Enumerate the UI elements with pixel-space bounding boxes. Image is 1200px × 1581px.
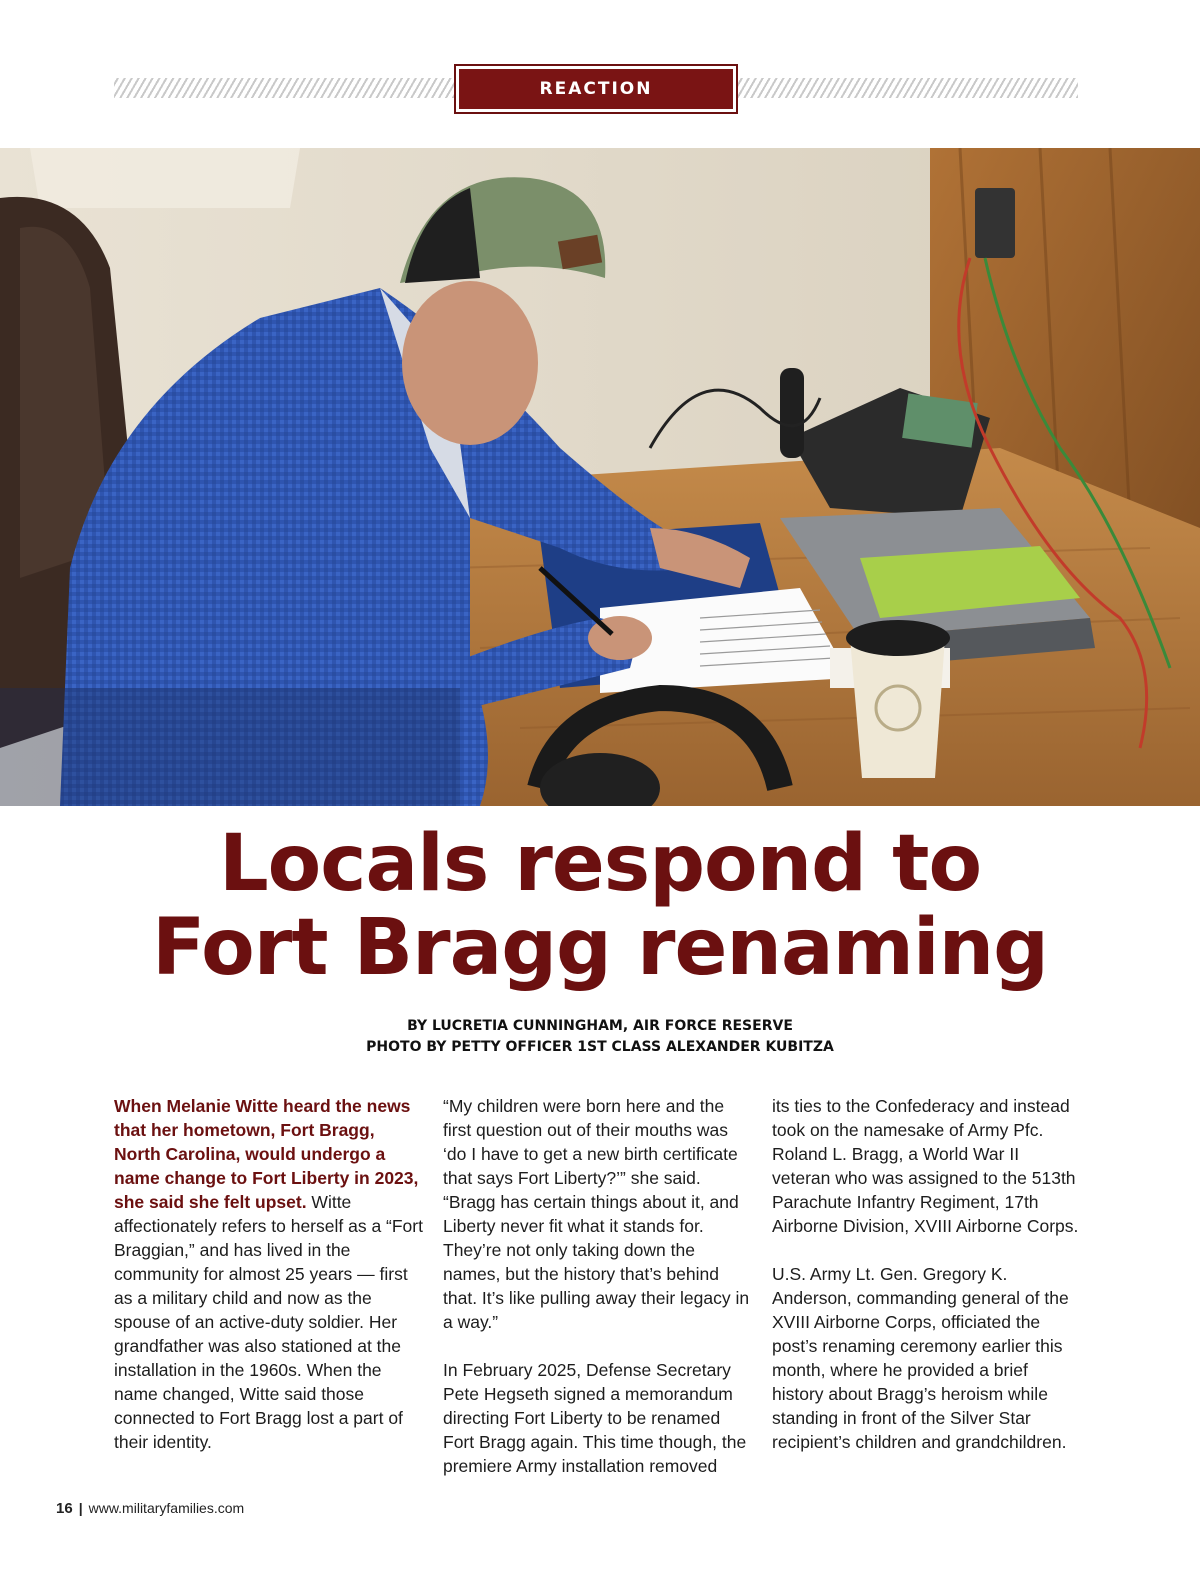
byline: BY LUCRETIA CUNNINGHAM, AIR FORCE RESERVE (407, 1018, 793, 1034)
page-footer (56, 1500, 244, 1517)
photo-credit: PHOTO BY PETTY OFFICER 1ST CLASS ALEXANDER KUBITZA (366, 1039, 834, 1055)
body-paragraph: U.S. Army Lt. Gen. Gregory K. Anderson, commanding general of the XVIII Airborne Corps, officiated the post’s renaming ceremony earlier this month, where he provided a brief history about Bragg’s heroism while standing in front of the Silver Star recipient’s children and grandchildren. (772, 1264, 1069, 1452)
headline-line-2: Fort Bragg renaming (152, 903, 1048, 993)
body-column-2 (443, 1094, 753, 1502)
body-paragraph: In February 2025, Defense Secretary Pete Hegseth signed a memorandum directing Fort Liberty to be renamed Fort Bragg again. This time though, the premiere Army installation removed (443, 1360, 747, 1476)
byline-block (0, 1016, 1200, 1058)
lead-text: When Melanie Witte heard the news that her hometown, Fort Bragg, North Carolina, would undergo a name change to Fort Liberty in 2023, she said she felt upset. (114, 1096, 419, 1212)
header-hatch-right (738, 78, 1078, 98)
body-paragraph (114, 1094, 424, 1454)
section-label: REACTION (459, 69, 733, 109)
section-label-box (454, 64, 738, 114)
article-headline (0, 819, 1200, 993)
headline-line-1: Locals respond to (218, 819, 982, 909)
header-hatch-left (114, 78, 454, 98)
body-column-3 (772, 1094, 1082, 1478)
article-photo (0, 148, 1200, 806)
footer-separator: | (78, 1500, 83, 1516)
body-column-1 (114, 1094, 424, 1478)
body-paragraph: “My children were born here and the first question out of their mouths was ‘do I have to get a new birth certificate that says Fort Liberty?’” she said. “Bragg has certain things about it, and Liberty never fit what it stands for. They’re not only taking down the names, but the history that’s behind that. It’s like pulling away their legacy in a way.” (443, 1096, 750, 1332)
body-paragraph: its ties to the Confederacy and instead took on the namesake of Army Pfc. Roland L. Bragg, a World War II veteran who was assigned to the 513th Parachute Infantry Regiment, 17th Airborne Division, XVIII Airborne Corps. (772, 1096, 1079, 1236)
page-number: 16 (56, 1500, 73, 1517)
footer-url[interactable]: www.militaryfamilies.com (88, 1500, 245, 1516)
body-text: Witte affectionately refers to herself as a “Fort Braggian,” and has lived in the community for almost 25 years — first as a military child and now as the spouse of an active-duty soldier. Her grandfather was also stationed at the installation in the 1960s. When the name changed, Witte said those connected to Fort Bragg lost a part of their identity. (114, 1192, 423, 1452)
